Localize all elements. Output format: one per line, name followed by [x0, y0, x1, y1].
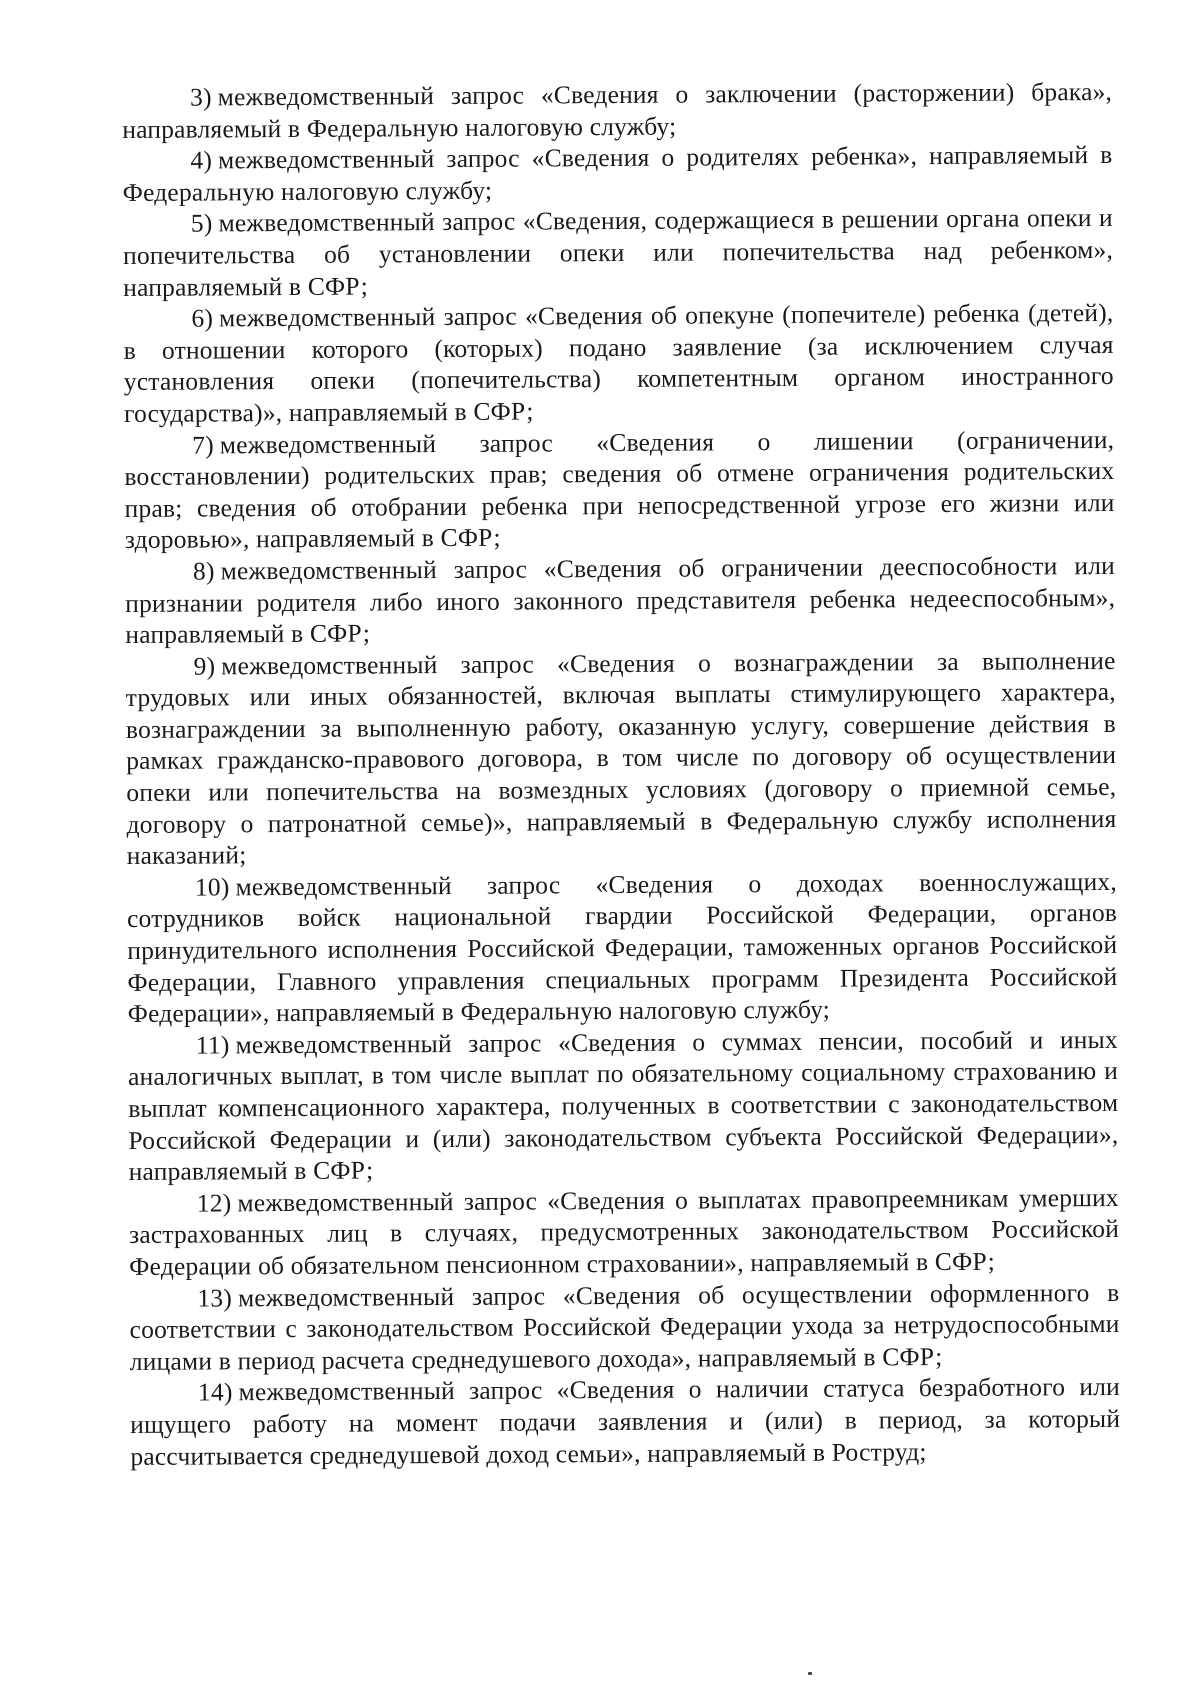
- item-text: межведомственный запрос «Сведения о заключении (расторжении) брака», направляемый в Федеральную налоговую службу;: [122, 76, 1113, 144]
- item-number: 7): [192, 429, 214, 460]
- document-body: [122, 76, 1120, 1472]
- item-text: межведомственный запрос «Сведения об осуществлении оформленного в соответствии с законодательством Российской Федерации ухода за нетрудоспособными лицами в период расчета среднедушевого дохода», направляемый в СФР;: [129, 1277, 1120, 1376]
- item-number: 12): [196, 1188, 232, 1218]
- list-item: [129, 1182, 1120, 1283]
- list-item: [130, 1371, 1121, 1472]
- item-text: межведомственный запрос «Сведения о наличии статуса безработного или ищущего работу на момент подачи заявления и (или) в период, за который рассчитывается среднедушевой доход семьи», направляемый в Роструд;: [130, 1372, 1121, 1471]
- list-item: [129, 1276, 1120, 1377]
- item-text: межведомственный запрос «Сведения о родителях ребенка», направляемый в Федеральную налоговую службу;: [122, 140, 1113, 207]
- item-number: 13): [197, 1282, 233, 1313]
- item-text: межведомственный запрос «Сведения об опекуне (попечителе) ребенка (детей), в отношении которого (которых) подано заявление (за исключением случая установления опеки (попечительства) компетентным органом иностранного государства)», направляемый в СФР;: [123, 298, 1114, 428]
- item-number: 6): [191, 303, 214, 333]
- item-text: межведомственный запрос «Сведения, содержащиеся в решении органа опеки и попечительства об установлении опеки или попечительства над ребенком», направляемый в СФР;: [122, 203, 1114, 302]
- list-item: [128, 1024, 1119, 1188]
- scan-artifact: [808, 1672, 812, 1675]
- list-item: [123, 202, 1114, 303]
- item-number: 8): [192, 556, 215, 586]
- list-item: [125, 645, 1116, 872]
- list-item: [122, 139, 1112, 208]
- list-item: [125, 550, 1116, 651]
- item-number: 5): [190, 208, 213, 238]
- item-text: межведомственный запрос «Сведения о лишении (ограничении, восстановлении) родительских прав; сведения об отмене ограничения родительских прав; сведения об отобрании ребенка при непосредственной угрозе его жизни или здоровью», направляемый в СФР;: [124, 424, 1115, 555]
- item-number: 9): [193, 651, 216, 681]
- list-item: [124, 423, 1115, 555]
- item-text: межведомственный запрос «Сведения о выплатах правопреемникам умерших застрахованных лиц в случаях, предусмотренных законодательством Российской Федерации об обязательном пенсионном страховании», направляемый в СФР;: [128, 1182, 1120, 1281]
- item-number: 3): [190, 82, 212, 112]
- item-number: 11): [195, 1030, 230, 1060]
- item-text: межведомственный запрос «Сведения об ограничении дееспособности или признании родителя либо иного законного представителя ребенка недееспособным», направляемый в СФР;: [125, 550, 1116, 650]
- list-item: [127, 866, 1118, 1030]
- item-text: межведомственный запрос «Сведения о суммах пенсии, пособий и иных аналогичных выплат, в том числе выплат по обязательному социальному страхованию и выплат компенсационного характера, полученных в соответствии с законодательством Российской Федерации и (или) законодательством субъекта Российской Федерации», направляемый в СФР;: [127, 1024, 1119, 1187]
- item-text: межведомственный запрос «Сведения о вознаграждении за выполнение трудовых или иных обязанностей, включая выплаты стимулирующего характера, вознаграждении за выполненную работу, оказанную услугу, совершение действия в рамках гражданско-правового договора, в том числе по договору об осуществлении опеки или попечительства на возмездных условиях (договору о приемной семье, договору о патронатной семье)», направляемый в Федеральную службу исполнения наказаний;: [125, 645, 1117, 871]
- item-number: 14): [197, 1377, 233, 1407]
- item-number: 4): [190, 145, 213, 175]
- item-text: межведомственный запрос «Сведения о доходах военнослужащих, сотрудников войск национальной гвардии Российской Федерации, органов принудительного исполнения Российской Федерации, таможенных органов Российской Федерации, Главного управления специальных программ Президента Российской Федерации», направляемый в Федеральную налоговую службу;: [127, 866, 1118, 1029]
- list-item: [122, 76, 1112, 145]
- item-number: 10): [194, 872, 230, 902]
- list-item: [123, 297, 1114, 429]
